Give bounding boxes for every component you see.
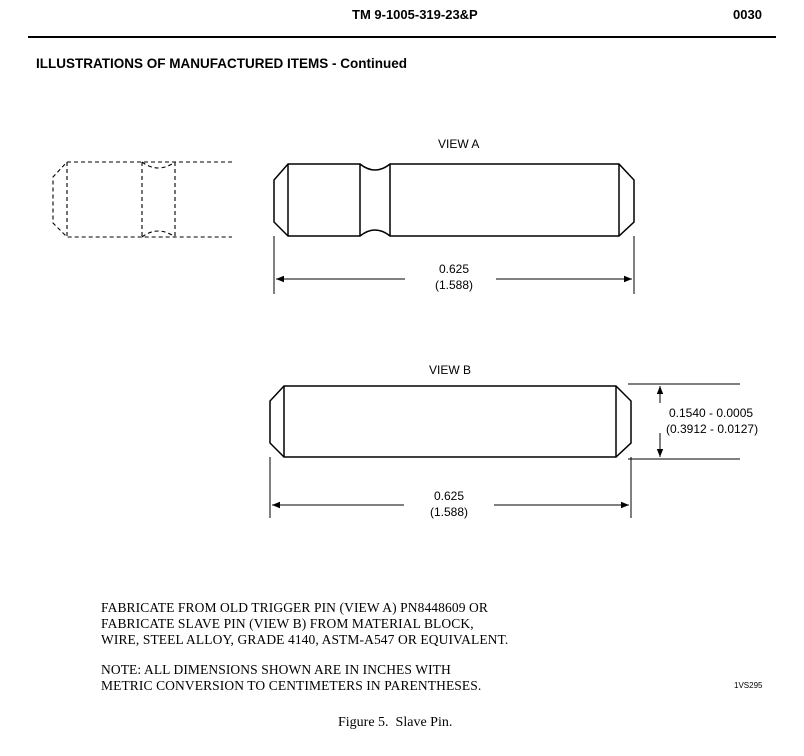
dimension-note <box>101 662 481 694</box>
view-b-length-cm: (1.588) <box>429 505 469 519</box>
view-b-length-inches: 0.625 <box>433 489 465 503</box>
note-line: FABRICATE FROM OLD TRIGGER PIN (VIEW A) PN8448609 OR <box>101 600 488 615</box>
view-a-pin <box>274 164 634 236</box>
view-b-diameter-cm: (0.3912 - 0.0127) <box>666 422 759 436</box>
view-b-label: VIEW B <box>429 363 472 377</box>
section-title: ILLUSTRATIONS OF MANUFACTURED ITEMS - Continued <box>36 56 407 71</box>
drawing-code: 1VS295 <box>734 681 763 690</box>
view-a-label: VIEW A <box>438 137 480 151</box>
note-line: FABRICATE SLAVE PIN (VIEW B) FROM MATERIAL BLOCK, <box>101 616 474 631</box>
phantom-trigger-pin-outline <box>53 162 232 237</box>
fabrication-note <box>101 600 508 648</box>
note-line: NOTE: ALL DIMENSIONS SHOWN ARE IN INCHES WITH <box>101 662 451 677</box>
view-b-pin <box>270 386 631 457</box>
view-b-diameter-inches: 0.1540 - 0.0005 <box>669 406 754 420</box>
view-a-length-cm: (1.588) <box>434 278 474 292</box>
work-package-number: 0030 <box>733 7 762 22</box>
note-line: METRIC CONVERSION TO CENTIMETERS IN PARENTHESES. <box>101 678 482 693</box>
note-line: WIRE, STEEL ALLOY, GRADE 4140, ASTM-A547 OR EQUIVALENT. <box>101 632 509 647</box>
document-number: TM 9-1005-319-23&P <box>352 7 478 22</box>
figure-caption: Figure 5. Slave Pin. <box>338 715 453 730</box>
view-a-length-inches: 0.625 <box>438 262 470 276</box>
